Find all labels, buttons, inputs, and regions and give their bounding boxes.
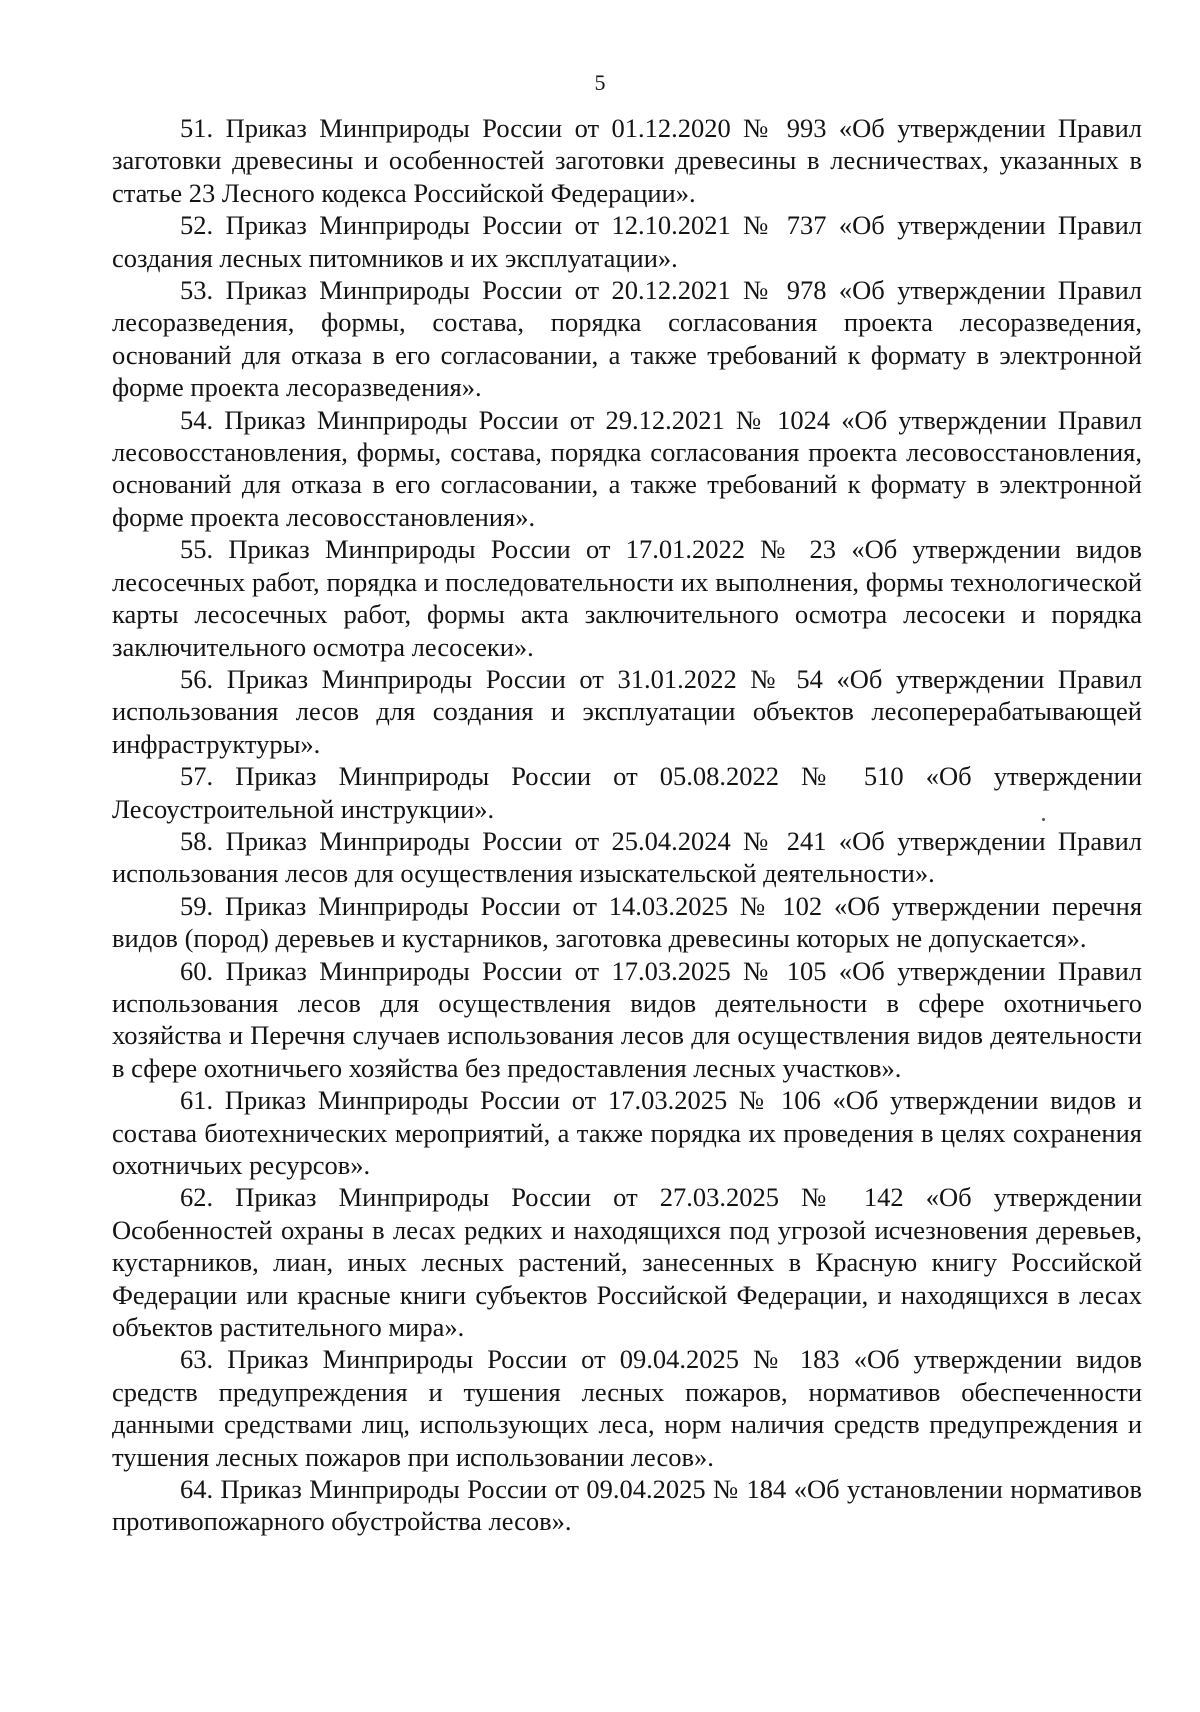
item-number: 51. (180, 113, 214, 143)
list-item (112, 112, 1142, 209)
item-text: Приказ Минприроды России от 25.04.2024 № 241 «Об утверждении Правил использования лесов для осуществления изыскательской деятельности». (112, 825, 1142, 889)
item-number: 62. (180, 1182, 214, 1213)
list-item (112, 760, 1142, 825)
item-number: 56. (180, 663, 214, 694)
item-number: 64. (180, 1474, 214, 1505)
list-item (112, 955, 1142, 1085)
item-text: Приказ Минприроды России от 27.03.2025 № 142 «Об утверждении Особенностей охраны в лесах редких и находящихся под угрозой исчезновения деревьев, кустарников, лиан, иных лесных растений, занесенных в Красную книгу Российской Федерации или красные книги субъектов Российской Федерации, и находящихся в лесах объектов растительного мира». (112, 1182, 1142, 1343)
item-number: 60. (180, 955, 214, 986)
item-text: Приказ Минприроды России от 09.04.2025 № 184 «Об установлении нормативов противопожарного обустройства лесов». (112, 1474, 1143, 1537)
item-text: Приказ Минприроды России от 17.03.2025 № 106 «Об утверждении видов и состава биотехнических мероприятий, а также порядка их проведения в целях сохранения охотничьих ресурсов». (112, 1085, 1142, 1180)
item-number: 57. (180, 761, 214, 792)
item-text: Приказ Минприроды России от 09.04.2025 № 183 «Об утверждении видов средств предупреждения и тушения лесных пожаров, нормативов обеспеченности данными средствами лиц, использующих леса, норм наличия средств предупреждения и тушения лесных пожаров при использовании лесов». (112, 1344, 1143, 1472)
item-number: 52. (180, 210, 214, 241)
list-item (112, 890, 1142, 955)
list-item (112, 825, 1142, 890)
item-number: 58. (180, 825, 214, 856)
item-text: Приказ Минприроды России от 20.12.2021 № 978 «Об утверждении Правил лесоразведения, формы, состава, порядка согласования проекта лесоразведения, оснований для отказа в его согласовании, а также требований к формату в электронной форме проекта лесоразведения». (112, 275, 1142, 403)
list-item (112, 663, 1142, 760)
item-text: Приказ Минприроды России от 31.01.2022 № 54 «Об утверждении Правил использования лесов для создания и эксплуатации объектов лесоперерабатывающей инфраструктуры». (112, 663, 1142, 759)
item-number: 59. (180, 890, 214, 921)
page-number: 5 (594, 70, 606, 95)
item-text: Приказ Минприроды России от 05.08.2022 № 510 «Об утверждении Лесоустроительной инструкции». (112, 761, 1142, 824)
document-body (112, 112, 1142, 1538)
list-item (112, 274, 1142, 404)
item-number: 54. (180, 404, 214, 435)
list-item (112, 1084, 1142, 1181)
list-item (112, 404, 1142, 534)
item-number: 55. (180, 534, 214, 565)
list-item (112, 1473, 1142, 1538)
list-item (112, 533, 1142, 663)
item-text: Приказ Минприроды России от 17.01.2022 № 23 «Об утверждении видов лесосечных работ, порядка и последовательности их выполнения, формы технологической карты лесосечных работ, формы акта заключительного осмотра лесосеки и порядка заключительного осмотра лесосеки». (112, 534, 1143, 662)
item-number: 61. (180, 1085, 214, 1116)
item-text: Приказ Минприроды России от 12.10.2021 № 737 «Об утверждении Правил создания лесных питомников и их эксплуатации». (112, 210, 1142, 273)
list-item (112, 1343, 1142, 1473)
list-item (112, 209, 1142, 274)
item-text: Приказ Минприроды России от 01.12.2020 № 993 «Об утверждении Правил заготовки древесины и особенностей заготовки древесины в лесничествах, указанных в статье 23 Лесного кодекса Российской Федерации». (112, 113, 1142, 208)
item-text: Приказ Минприроды России от 14.03.2025 № 102 «Об утверждении перечня видов (пород) деревьев и кустарников, заготовка древесины которых не допускается». (112, 890, 1143, 954)
scan-speck (1042, 818, 1045, 821)
list-item (112, 1181, 1142, 1343)
item-text: Приказ Минприроды России от 17.03.2025 № 105 «Об утверждении Правил использования лесов для осуществления видов деятельности в сфере охотничьего хозяйства и Перечня случаев использования лесов для осуществления видов деятельности в сфере охотничьего хозяйства без предоставления лесных участков». (112, 955, 1142, 1083)
item-number: 63. (180, 1344, 214, 1375)
item-text: Приказ Минприроды России от 29.12.2021 № 1024 «Об утверждении Правил лесовосстановления, формы, состава, порядка согласования проекта лесовосстановления, оснований для отказа в его согласовании, а также требований к формату в электронной форме проекта лесовосстановления». (112, 404, 1142, 532)
item-number: 53. (180, 275, 214, 306)
